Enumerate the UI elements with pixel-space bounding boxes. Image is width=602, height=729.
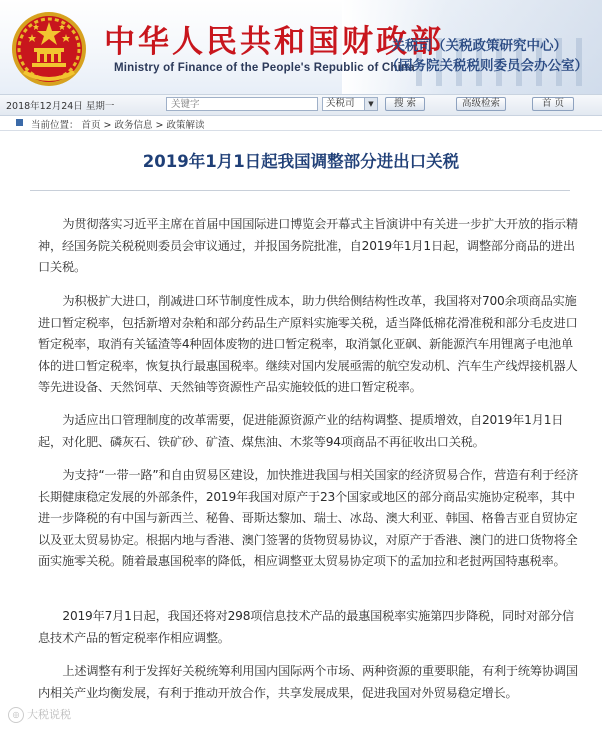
home-button[interactable]: 首 页 — [532, 97, 574, 111]
toolbar — [0, 94, 602, 116]
department-line-1: 关税司（关税政策研究中心） — [391, 38, 567, 54]
site-title-cn: 中华人民共和国财政部 — [104, 24, 444, 60]
article-paragraph: 为贯彻落实习近平主席在首届中国国际进口博览会开幕式主旨演讲中有关进一步扩大开放的指示精神，经国务院关税税则委员会审议通过，并报国务院批准，自2019年1月1日起，调整部分商品的进出口关税。 — [38, 217, 578, 274]
breadcrumb-item-home[interactable]: 首页 — [81, 120, 101, 131]
breadcrumb-separator: > — [103, 120, 112, 131]
current-date: 2018年12月24日 星期一 — [6, 101, 115, 112]
article-paragraph: 为支持“一带一路”和自由贸易区建设，加快推进我国与相关国家的经济贸易合作，营造有利于经济长期健康稳定发展的外部条件，2019年我国对原产于23个国家或地区的部分商品实施协定税率，其中进一步降税的有中国与新西兰、秘鲁、哥斯达黎加、瑞士、冰岛、澳大利亚、韩国、格鲁吉亚自贸协定以及亚太贸易协定。根据内地与香港、澳门签署的货物贸易协议，对原产于香港、澳门的进口货物将全面实施零关税。随着最惠国税率的降低，相应调整亚太贸易协定项下的孟加拉和老挝两国特惠税率。 — [38, 468, 579, 568]
breadcrumb — [0, 116, 602, 131]
breadcrumb-item-policy-interpretation[interactable]: 政策解读 — [166, 120, 205, 131]
weibo-logo-icon: ◎ — [8, 707, 24, 723]
search-scope-value: 关税司 — [326, 98, 355, 109]
watermark — [8, 706, 71, 723]
article-title: 2019年1月1日起我国调整部分进出口关税 — [142, 152, 460, 171]
breadcrumb-separator: > — [155, 120, 164, 131]
national-emblem-icon — [10, 10, 88, 88]
department-name — [385, 36, 589, 76]
advanced-search-button[interactable]: 高级检索 — [456, 97, 506, 111]
location-icon — [16, 119, 23, 126]
search-button[interactable]: 搜 索 — [385, 97, 425, 111]
article-paragraph: 上述调整有利于发挥好关税统筹利用国内国际两个市场、两种资源的重要职能，有利于统筹协调国内相关产业均衡发展，有利于推动开放合作，共享发展成果，促进我国对外贸易稳定增长。 — [38, 664, 578, 700]
breadcrumb-item-government-info[interactable]: 政务信息 — [114, 120, 153, 131]
article-paragraph: 为积极扩大进口，削减进口环节制度性成本，助力供给侧结构性改革，我国将对700余项商品实施进口暂定税率，包括新增对杂粕和部分药品生产原料实施零关税，适当降低棉花滑准税和部分毛皮进口暂定税率，取消有关锰渣等4种固体废物的进口暂定税率，取消氯化亚砜、新能源汽车用锂离子电池单体的进口暂定税率，恢复执行最惠国税率。继续对国内发展亟需的航空发动机、汽车生产线焊接机器人等先进设备、天然饲草、天然铀等资源性产品实施较低的进口暂定税率。 — [38, 294, 578, 394]
title-divider — [30, 190, 570, 191]
watermark-text: 大税说税 — [27, 708, 71, 721]
search-scope-select[interactable] — [322, 97, 378, 111]
site-header — [0, 0, 602, 94]
chevron-down-icon: ▼ — [364, 98, 377, 110]
breadcrumb-label: 当前位置： — [31, 120, 79, 131]
site-title-en: Ministry of Finance of the People's Republic of China — [114, 62, 415, 74]
search-input[interactable] — [166, 97, 318, 111]
article-paragraph: 为适应出口管理制度的改革需要，促进能源资源产业的结构调整、提质增效，自2019年1月1日起，对化肥、磷灰石、铁矿砂、矿渣、煤焦油、木浆等94项商品不再征收出口关税。 — [38, 413, 564, 449]
department-line-2: （国务院关税税则委员会办公室） — [385, 58, 588, 74]
article-paragraph: 2019年7月1日起，我国还将对298项信息技术产品的最惠国税率实施第四步降税，同时对部分信息技术产品的暂定税率作相应调整。 — [38, 609, 574, 645]
